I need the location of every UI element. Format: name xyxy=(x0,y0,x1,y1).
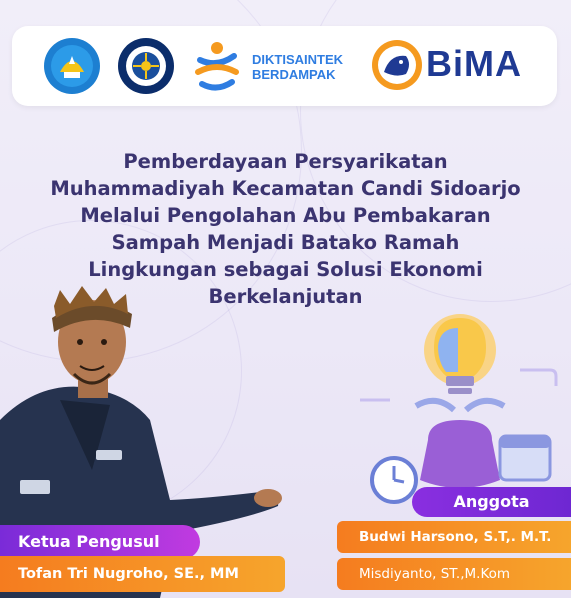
diktisaintek-line2: BERDAMPAK xyxy=(252,67,336,82)
diktisaintek-line1: DIKTISAINTEK xyxy=(252,52,343,67)
anggota-member: Budwi Harsono, S.T,. M.T. xyxy=(337,521,571,553)
ketua-label: Ketua Pengusul xyxy=(0,525,200,559)
university-seal-logo xyxy=(116,36,176,96)
title-line: Lingkungan sebagai Solusi Ekonomi xyxy=(88,258,483,281)
title-line: Sampah Menjadi Batako Ramah xyxy=(111,231,460,254)
anggota-label: Anggota xyxy=(412,487,571,517)
title-line: Berkelanjutan xyxy=(208,285,363,308)
logo-bar xyxy=(12,26,557,106)
anggota-member: Misdiyanto, ST.,M.Kom xyxy=(337,558,571,590)
diktisaintek-mark-logo xyxy=(192,38,242,94)
ketua-name: Tofan Tri Nugroho, SE., MM xyxy=(0,556,285,592)
diktisaintek-wordmark xyxy=(252,52,343,82)
tut-wuri-handayani-logo xyxy=(42,36,102,96)
title-line: Pemberdayaan Persyarikatan xyxy=(123,150,448,173)
jacket-patch xyxy=(20,480,50,494)
bima-wordmark: BiMA xyxy=(426,43,522,84)
bima-emblem-logo xyxy=(370,38,424,92)
title-line: Melalui Pengolahan Abu Pembakaran xyxy=(80,204,491,227)
title-line: Muhammadiyah Kecamatan Candi Sidoarjo xyxy=(50,177,521,200)
